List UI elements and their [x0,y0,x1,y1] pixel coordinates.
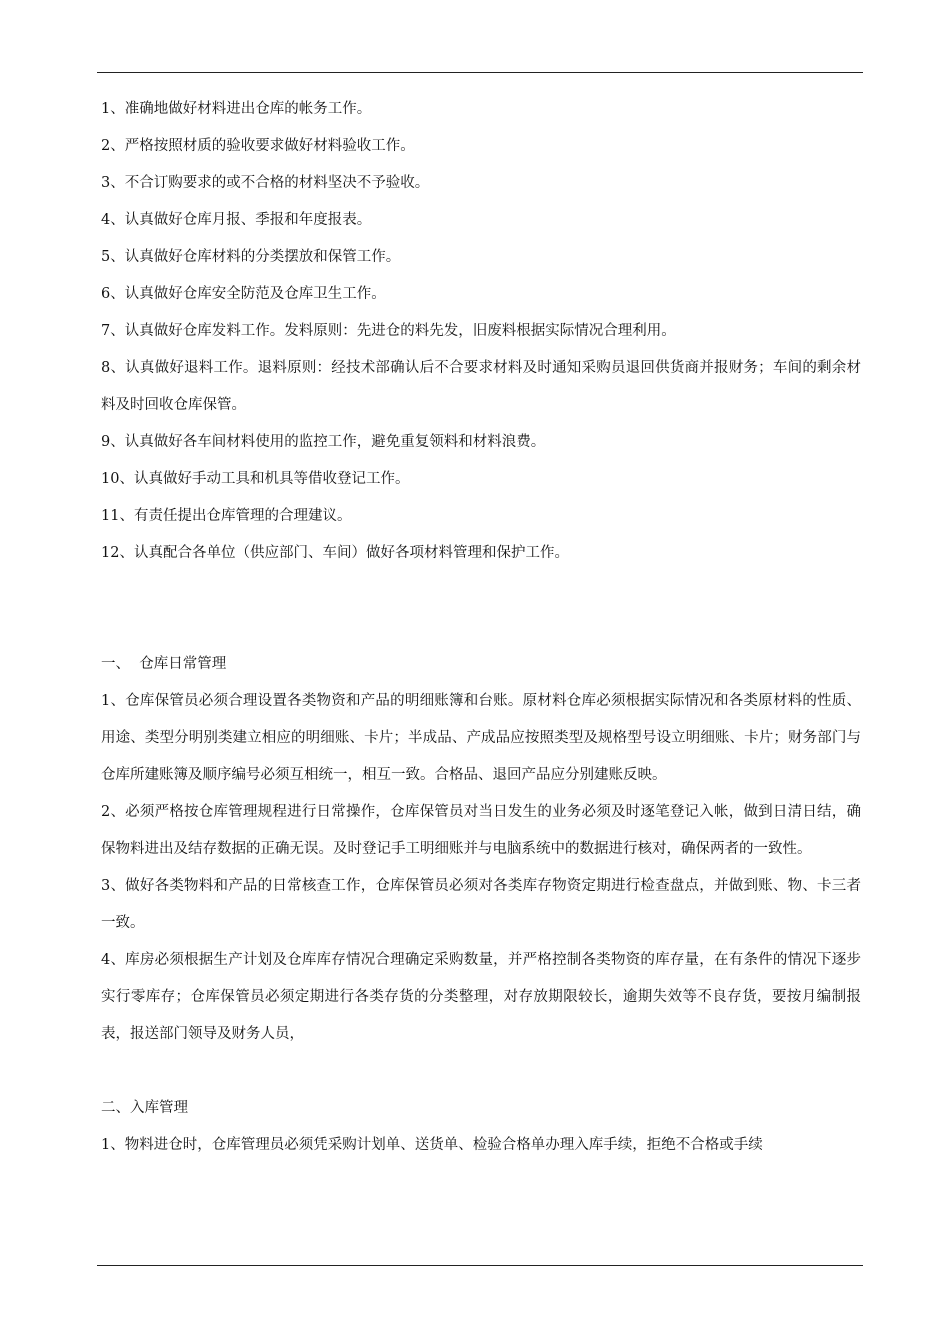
list-item: 6、认真做好仓库安全防范及仓库卫生工作。 [101,286,386,302]
paragraph: 4、库房必须根据生产计划及仓库库存情况合理确定采购数量，并严格控制各类物资的库存量，在有条件的情况下逐步实行零库存；仓库保管员必须定期进行各类存货的分类整理，对存放期限较长，逾期失效等不良存货，要按月编制报表，报送部门领导及财务人员， [101,952,861,1042]
list-item: 5、认真做好仓库材料的分类摆放和保管工作。 [101,249,401,265]
footer-rule [97,1265,863,1266]
list-item: 3、不合订购要求的或不合格的材料坚决不予验收。 [101,175,430,191]
paragraph: 3、做好各类物料和产品的日常核查工作，仓库保管员必须对各类库存物资定期进行检查盘点，并做到账、物、卡三者一致。 [101,878,861,931]
paragraph: 1、物料进仓时，仓库管理员必须凭采购计划单、送货单、检验合格单办理入库手续，拒绝不合格或手续 [101,1137,763,1153]
document-body [101,91,861,1164]
list-item: 9、认真做好各车间材料使用的监控工作，避免重复领料和材料浪费。 [101,434,546,450]
section-heading: 一、 仓库日常管理 [101,656,227,672]
paragraph: 2、必须严格按仓库管理规程进行日常操作，仓库保管员对当日发生的业务必须及时逐笔登记入帐，做到日清日结，确保物料进出及结存数据的正确无误。及时登记手工明细账并与电脑系统中的数据进行核对，确保两者的一致性。 [101,804,861,857]
list-item: 1、准确地做好材料进出仓库的帐务工作。 [101,101,372,117]
section-heading: 二、入库管理 [101,1100,188,1116]
list-item: 7、认真做好仓库发料工作。发料原则：先进仓的料先发，旧废料根据实际情况合理利用。 [101,323,676,339]
spacer [101,572,861,646]
spacer [101,1053,861,1090]
section-inbound-management [101,1090,861,1164]
list-item: 12、认真配合各单位（供应部门、车间）做好各项材料管理和保护工作。 [101,545,569,561]
list-item: 2、严格按照材质的验收要求做好材料验收工作。 [101,138,415,154]
section-daily-management [101,646,861,1053]
duties-list [101,91,861,572]
list-item: 8、认真做好退料工作。退料原则：经技术部确认后不合要求材料及时通知采购员退回供货商并报财务；车间的剩余材料及时回收仓库保管。 [101,360,861,413]
paragraph: 1、仓库保管员必须合理设置各类物资和产品的明细账簿和台账。原材料仓库必须根据实际情况和各类原材料的性质、用途、类型分明别类建立相应的明细账、卡片；半成品、产成品应按照类型及规格型号设立明细账、卡片；财务部门与仓库所建账簿及顺序编号必须互相统一，相互一致。合格品、退回产品应分别建账反映。 [101,693,861,783]
header-rule [97,72,863,73]
list-item: 4、认真做好仓库月报、季报和年度报表。 [101,212,372,228]
list-item: 11、有责任提出仓库管理的合理建议。 [101,508,352,524]
list-item: 10、认真做好手动工具和机具等借收登记工作。 [101,471,410,487]
